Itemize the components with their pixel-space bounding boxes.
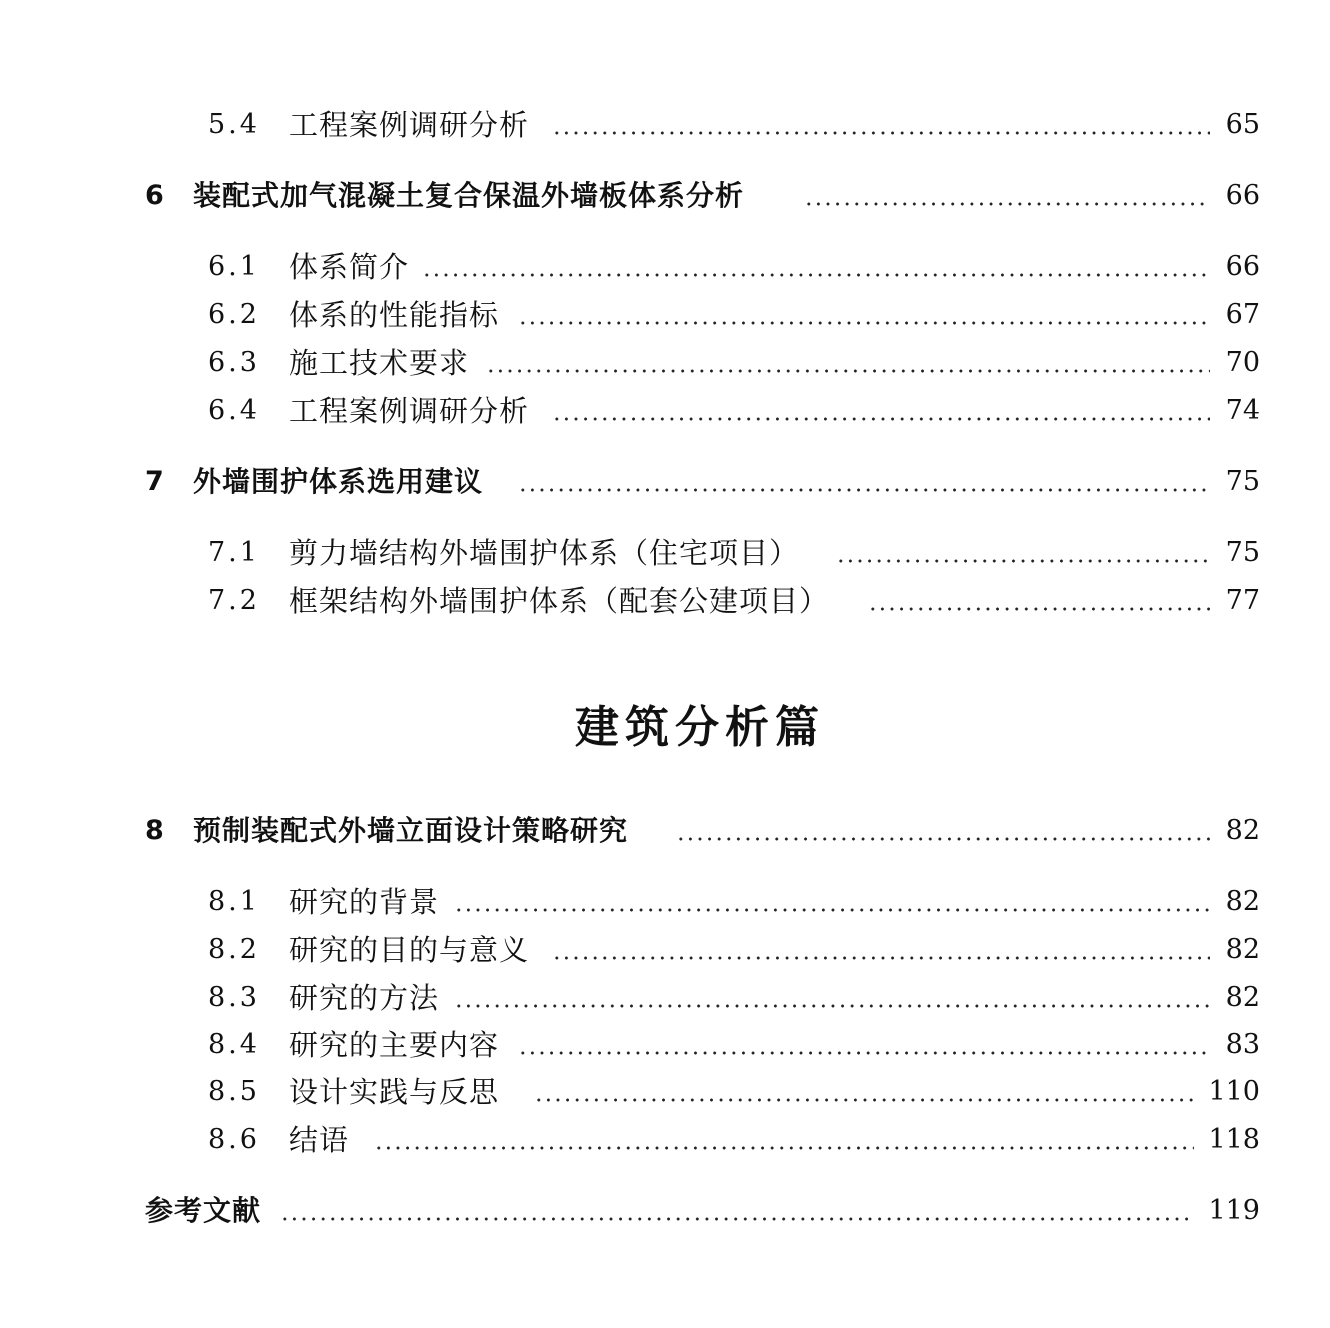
toc-entry[interactable] (0, 928, 1330, 972)
toc-entry-number: 5.4 (208, 109, 260, 140)
toc-entry[interactable] (0, 341, 1330, 385)
toc-entry-title: 设计实践与反思 (289, 1075, 500, 1109)
dot-leader (454, 908, 1210, 912)
toc-entry-number: 8.1 (208, 886, 260, 917)
toc-entry-title: 研究的背景 (289, 885, 440, 919)
toc-entry-number: 8.2 (208, 934, 260, 965)
toc-entry[interactable] (0, 293, 1330, 337)
toc-entry-page: 65 (1225, 109, 1260, 140)
toc-entry[interactable] (0, 103, 1330, 147)
dot-leader (422, 273, 1210, 277)
toc-entry-page: 70 (1225, 347, 1260, 378)
toc-chapter-entry[interactable] (0, 809, 1330, 853)
toc-entry-page: 67 (1225, 299, 1260, 330)
toc-references-title: 参考文献 (145, 1194, 262, 1227)
toc-chapter-page: 66 (1225, 180, 1260, 211)
toc-references-entry[interactable] (0, 1189, 1330, 1233)
toc-entry-number: 6.2 (208, 299, 260, 330)
dot-leader (552, 417, 1210, 421)
toc-chapter-page: 82 (1225, 815, 1260, 846)
toc-chapter-number: 8 (145, 815, 164, 846)
toc-chapter-number: 7 (145, 466, 164, 497)
toc-entry-number: 8.3 (208, 982, 260, 1013)
toc-entry-page: 66 (1225, 251, 1260, 282)
dot-leader (518, 1051, 1210, 1055)
dot-leader (836, 559, 1210, 563)
toc-chapter-page: 75 (1225, 466, 1260, 497)
toc-entry-page: 82 (1225, 934, 1260, 965)
toc-entry-page: 118 (1208, 1124, 1260, 1155)
toc-entry-title: 结语 (289, 1123, 350, 1157)
toc-entry-title: 框架结构外墙围护体系（配套公建项目） (289, 584, 830, 618)
dot-leader (552, 956, 1210, 960)
toc-entry[interactable] (0, 1023, 1330, 1067)
toc-chapter-entry[interactable] (0, 460, 1330, 504)
toc-entry-title: 研究的目的与意义 (289, 933, 530, 967)
toc-entry-title: 工程案例调研分析 (289, 394, 530, 428)
toc-entry-number: 6.3 (208, 347, 260, 378)
toc-entry-page: 75 (1225, 537, 1260, 568)
toc-entry-title: 施工技术要求 (289, 346, 470, 380)
toc-entry-number: 7.2 (208, 585, 260, 616)
toc-entry[interactable] (0, 880, 1330, 924)
dot-leader (454, 1004, 1210, 1008)
part-heading: 建筑分析篇 (575, 702, 825, 753)
toc-entry-page: 77 (1225, 585, 1260, 616)
toc-chapter-title: 外墙围护体系选用建议 (193, 465, 484, 498)
toc-entry-title: 体系简介 (289, 250, 410, 284)
toc-references-page: 119 (1208, 1195, 1260, 1226)
dot-leader (676, 837, 1210, 841)
toc-entry[interactable] (0, 1070, 1330, 1114)
toc-chapter-number: 6 (145, 180, 164, 211)
toc-chapter-title: 预制装配式外墙立面设计策略研究 (193, 814, 629, 847)
toc-entry-number: 7.1 (208, 537, 260, 568)
dot-leader (280, 1217, 1194, 1221)
toc-chapter-entry[interactable] (0, 174, 1330, 218)
dot-leader (534, 1098, 1194, 1102)
toc-entry-title: 工程案例调研分析 (289, 108, 530, 142)
dot-leader (486, 369, 1210, 373)
toc-entry[interactable] (0, 976, 1330, 1020)
toc-entry-title: 剪力墙结构外墙围护体系（住宅项目） (289, 536, 800, 570)
toc-entry-page: 82 (1225, 982, 1260, 1013)
toc-entry[interactable] (0, 579, 1330, 623)
toc-entry-title: 研究的主要内容 (289, 1028, 500, 1062)
toc-chapter-title: 装配式加气混凝土复合保温外墙板体系分析 (193, 179, 745, 212)
toc-entry-page: 82 (1225, 886, 1260, 917)
toc-entry[interactable] (0, 531, 1330, 575)
dot-leader (518, 321, 1210, 325)
dot-leader (868, 607, 1210, 611)
toc-entry-number: 6.1 (208, 251, 260, 282)
toc-entry[interactable] (0, 245, 1330, 289)
toc-entry-page: 74 (1225, 395, 1260, 426)
dot-leader (804, 202, 1210, 206)
toc-entry-number: 8.4 (208, 1029, 260, 1060)
toc-entry-title: 研究的方法 (289, 981, 440, 1015)
toc-entry-number: 8.6 (208, 1124, 260, 1155)
toc-entry-number: 6.4 (208, 395, 260, 426)
dot-leader (374, 1146, 1194, 1150)
toc-entry-number: 8.5 (208, 1076, 260, 1107)
dot-leader (518, 488, 1210, 492)
toc-entry-page: 110 (1208, 1076, 1260, 1107)
toc-entry[interactable] (0, 389, 1330, 433)
toc-entry-page: 83 (1225, 1029, 1260, 1060)
toc-entry[interactable] (0, 1118, 1330, 1162)
toc-entry-title: 体系的性能指标 (289, 298, 500, 332)
dot-leader (552, 131, 1210, 135)
